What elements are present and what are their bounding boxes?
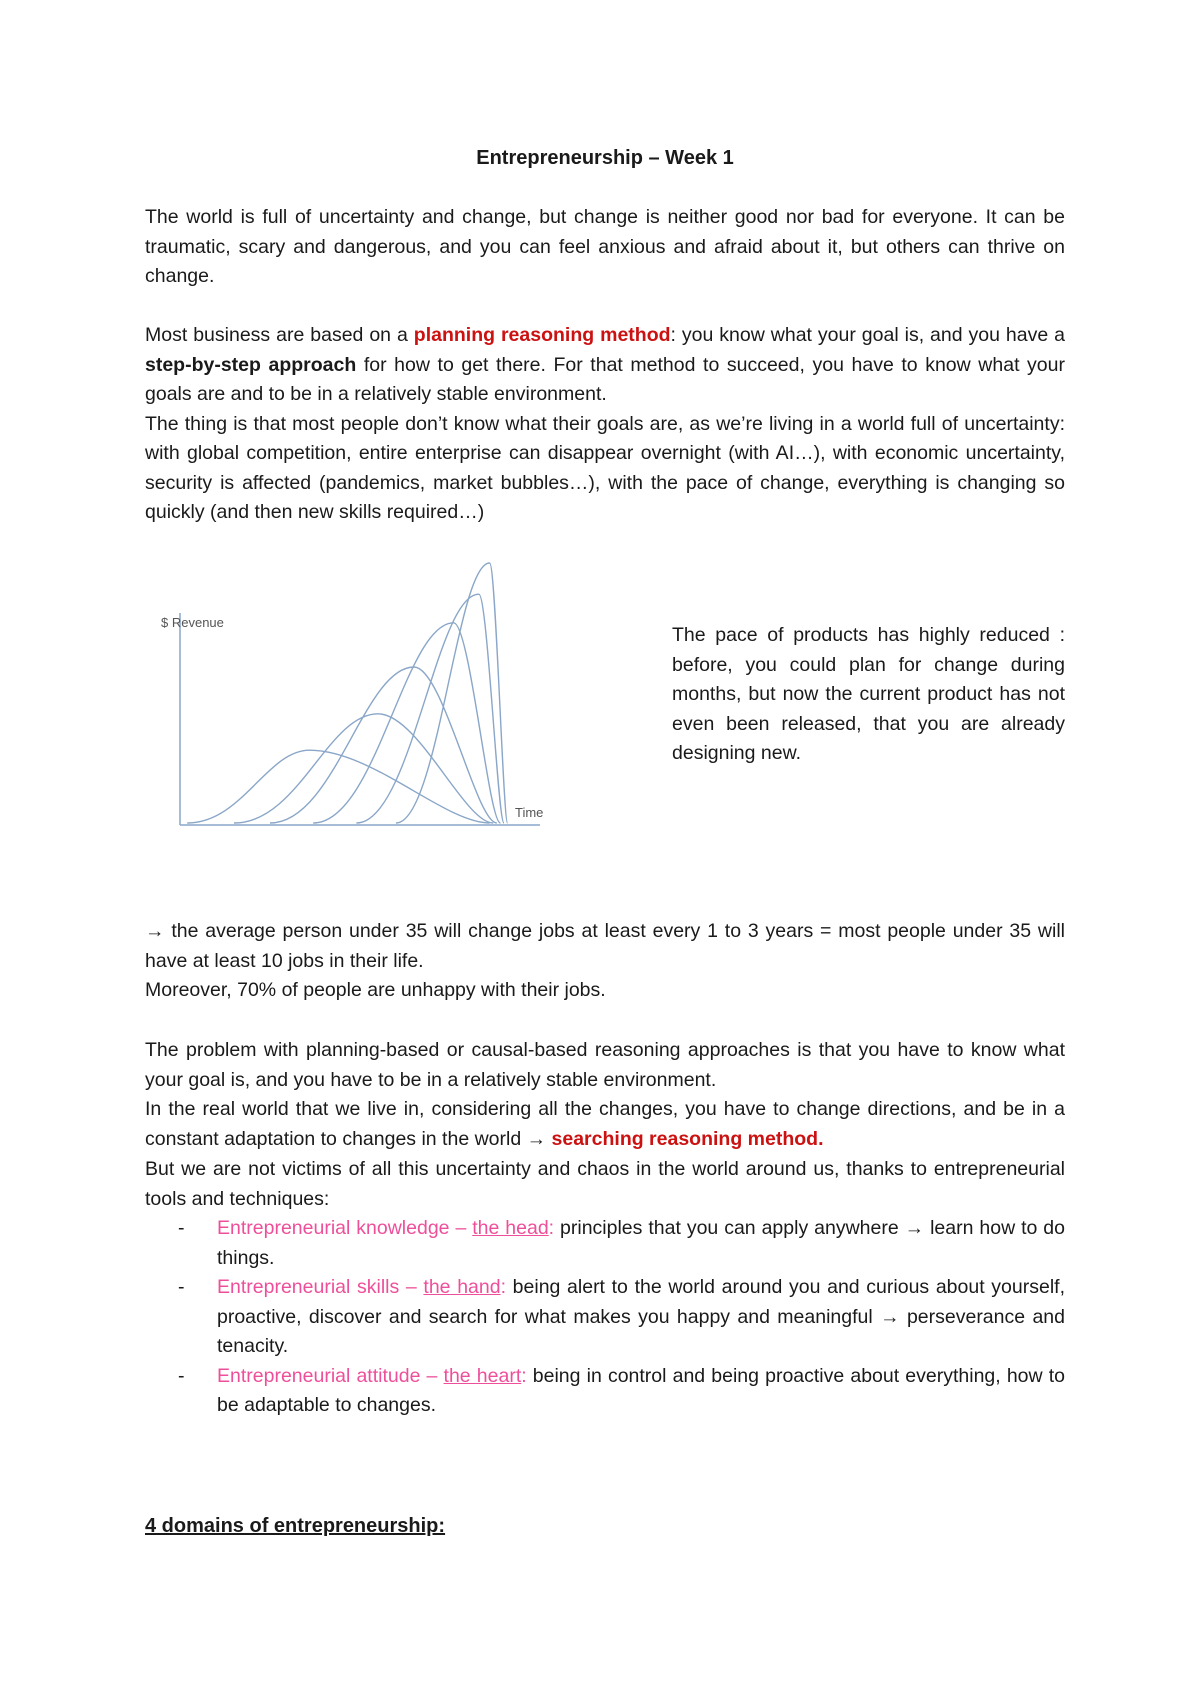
problem-section <box>145 1036 1065 1154</box>
tools-section <box>145 1155 1065 1421</box>
side-text: The pace of products has highly reduced : before, you could plan for change during months, but now the current product has not even been released, that you are already designing new. <box>672 624 1065 764</box>
revenue-chart <box>145 555 615 845</box>
domains-heading: 4 domains of entrepreneurship: <box>145 1515 446 1537</box>
planning-paragraph-2: The thing is that most people don’t know what their goals are, as we’re living in a world full of uncertainty: with global competition, entire enterprise can disappear overnight (with AI…), with economic uncertainty, security is affected (pandemics, market bubbles…), with the pace of change, everything is changing so quickly (and then new skills required…) <box>145 412 1065 523</box>
chart-curves <box>187 563 507 823</box>
planning-term: planning reasoning method <box>413 324 671 346</box>
jobs-paragraph-1: → the average person under 35 will change jobs at least every 1 to 3 years = most people under 35 will have at least 10 jobs in their life. <box>145 920 1065 972</box>
link-the-heart: the heart <box>443 1364 522 1387</box>
arrow-icon: → <box>526 1127 547 1150</box>
y-axis-label: $ Revenue <box>161 615 224 630</box>
arrow-icon: → <box>904 1217 925 1239</box>
searching-term: searching reasoning method. <box>551 1127 824 1150</box>
step-by-step-term: step-by-step approach <box>145 353 357 376</box>
problem-paragraph-2: In the real world that we live in, considering all the changes, you have to change directions, and be in a constant adaptation to changes in the world → searching reasoning method. <box>145 1098 1065 1150</box>
victims-paragraph: But we are not victims of all this uncertainty and chaos in the world around us, thanks to entrepreneurial tools and techniques: <box>145 1158 1065 1210</box>
intro-text: The world is full of uncertainty and change, but change is neither good nor bad for everyone. It can be traumatic, scary and dangerous, and you can feel anxious and afraid about it, but others can thrive on change. <box>145 206 1065 287</box>
side-paragraph <box>672 621 1065 769</box>
bullet-dash: - <box>178 1217 185 1239</box>
link-the-head: the head <box>472 1217 549 1239</box>
x-axis-label: Time <box>515 805 544 820</box>
intro-paragraph <box>145 203 1065 292</box>
page-title: Entrepreneurship – Week 1 <box>476 147 734 169</box>
list-item: - Entrepreneurial skills – the hand: being alert to the world around you and curious about yourself, proactive, discover and search for what makes you happy and meaningful → perseverance and tenacity. <box>145 1273 1065 1362</box>
jobs-section <box>145 917 1065 1006</box>
arrow-icon: → <box>145 920 165 942</box>
list-item: - Entrepreneurial knowledge – the head: principles that you can apply anywhere → learn how to do things. <box>145 1214 1065 1273</box>
revenue-chart-svg <box>145 555 615 845</box>
link-the-hand: the hand <box>423 1276 501 1298</box>
revenue-curve-5 <box>356 594 504 823</box>
jobs-paragraph-2: Moreover, 70% of people are unhappy with their jobs. <box>145 979 606 1001</box>
problem-paragraph-1: The problem with planning-based or causal-based reasoning approaches is that you have to know what your goal is, and you have to be in a relatively stable environment. <box>145 1039 1065 1091</box>
bullet-dash: - <box>178 1364 185 1387</box>
list-item: - Entrepreneurial attitude – the heart: being in control and being proactive about everything, how to be adaptable to changes. <box>145 1362 1065 1421</box>
entrepreneurial-list <box>145 1214 1065 1421</box>
planning-paragraph-1: Most business are based on a planning reasoning method: you know what your goal is, and you have a step-by-step approach for how to get there. For that method to succeed, you have to know what your goals are and to be in a relatively stable environment. <box>145 324 1066 405</box>
planning-section <box>145 321 1065 528</box>
bullet-dash: - <box>178 1276 185 1298</box>
revenue-curve-4 <box>313 623 500 823</box>
arrow-icon: → <box>880 1305 900 1328</box>
